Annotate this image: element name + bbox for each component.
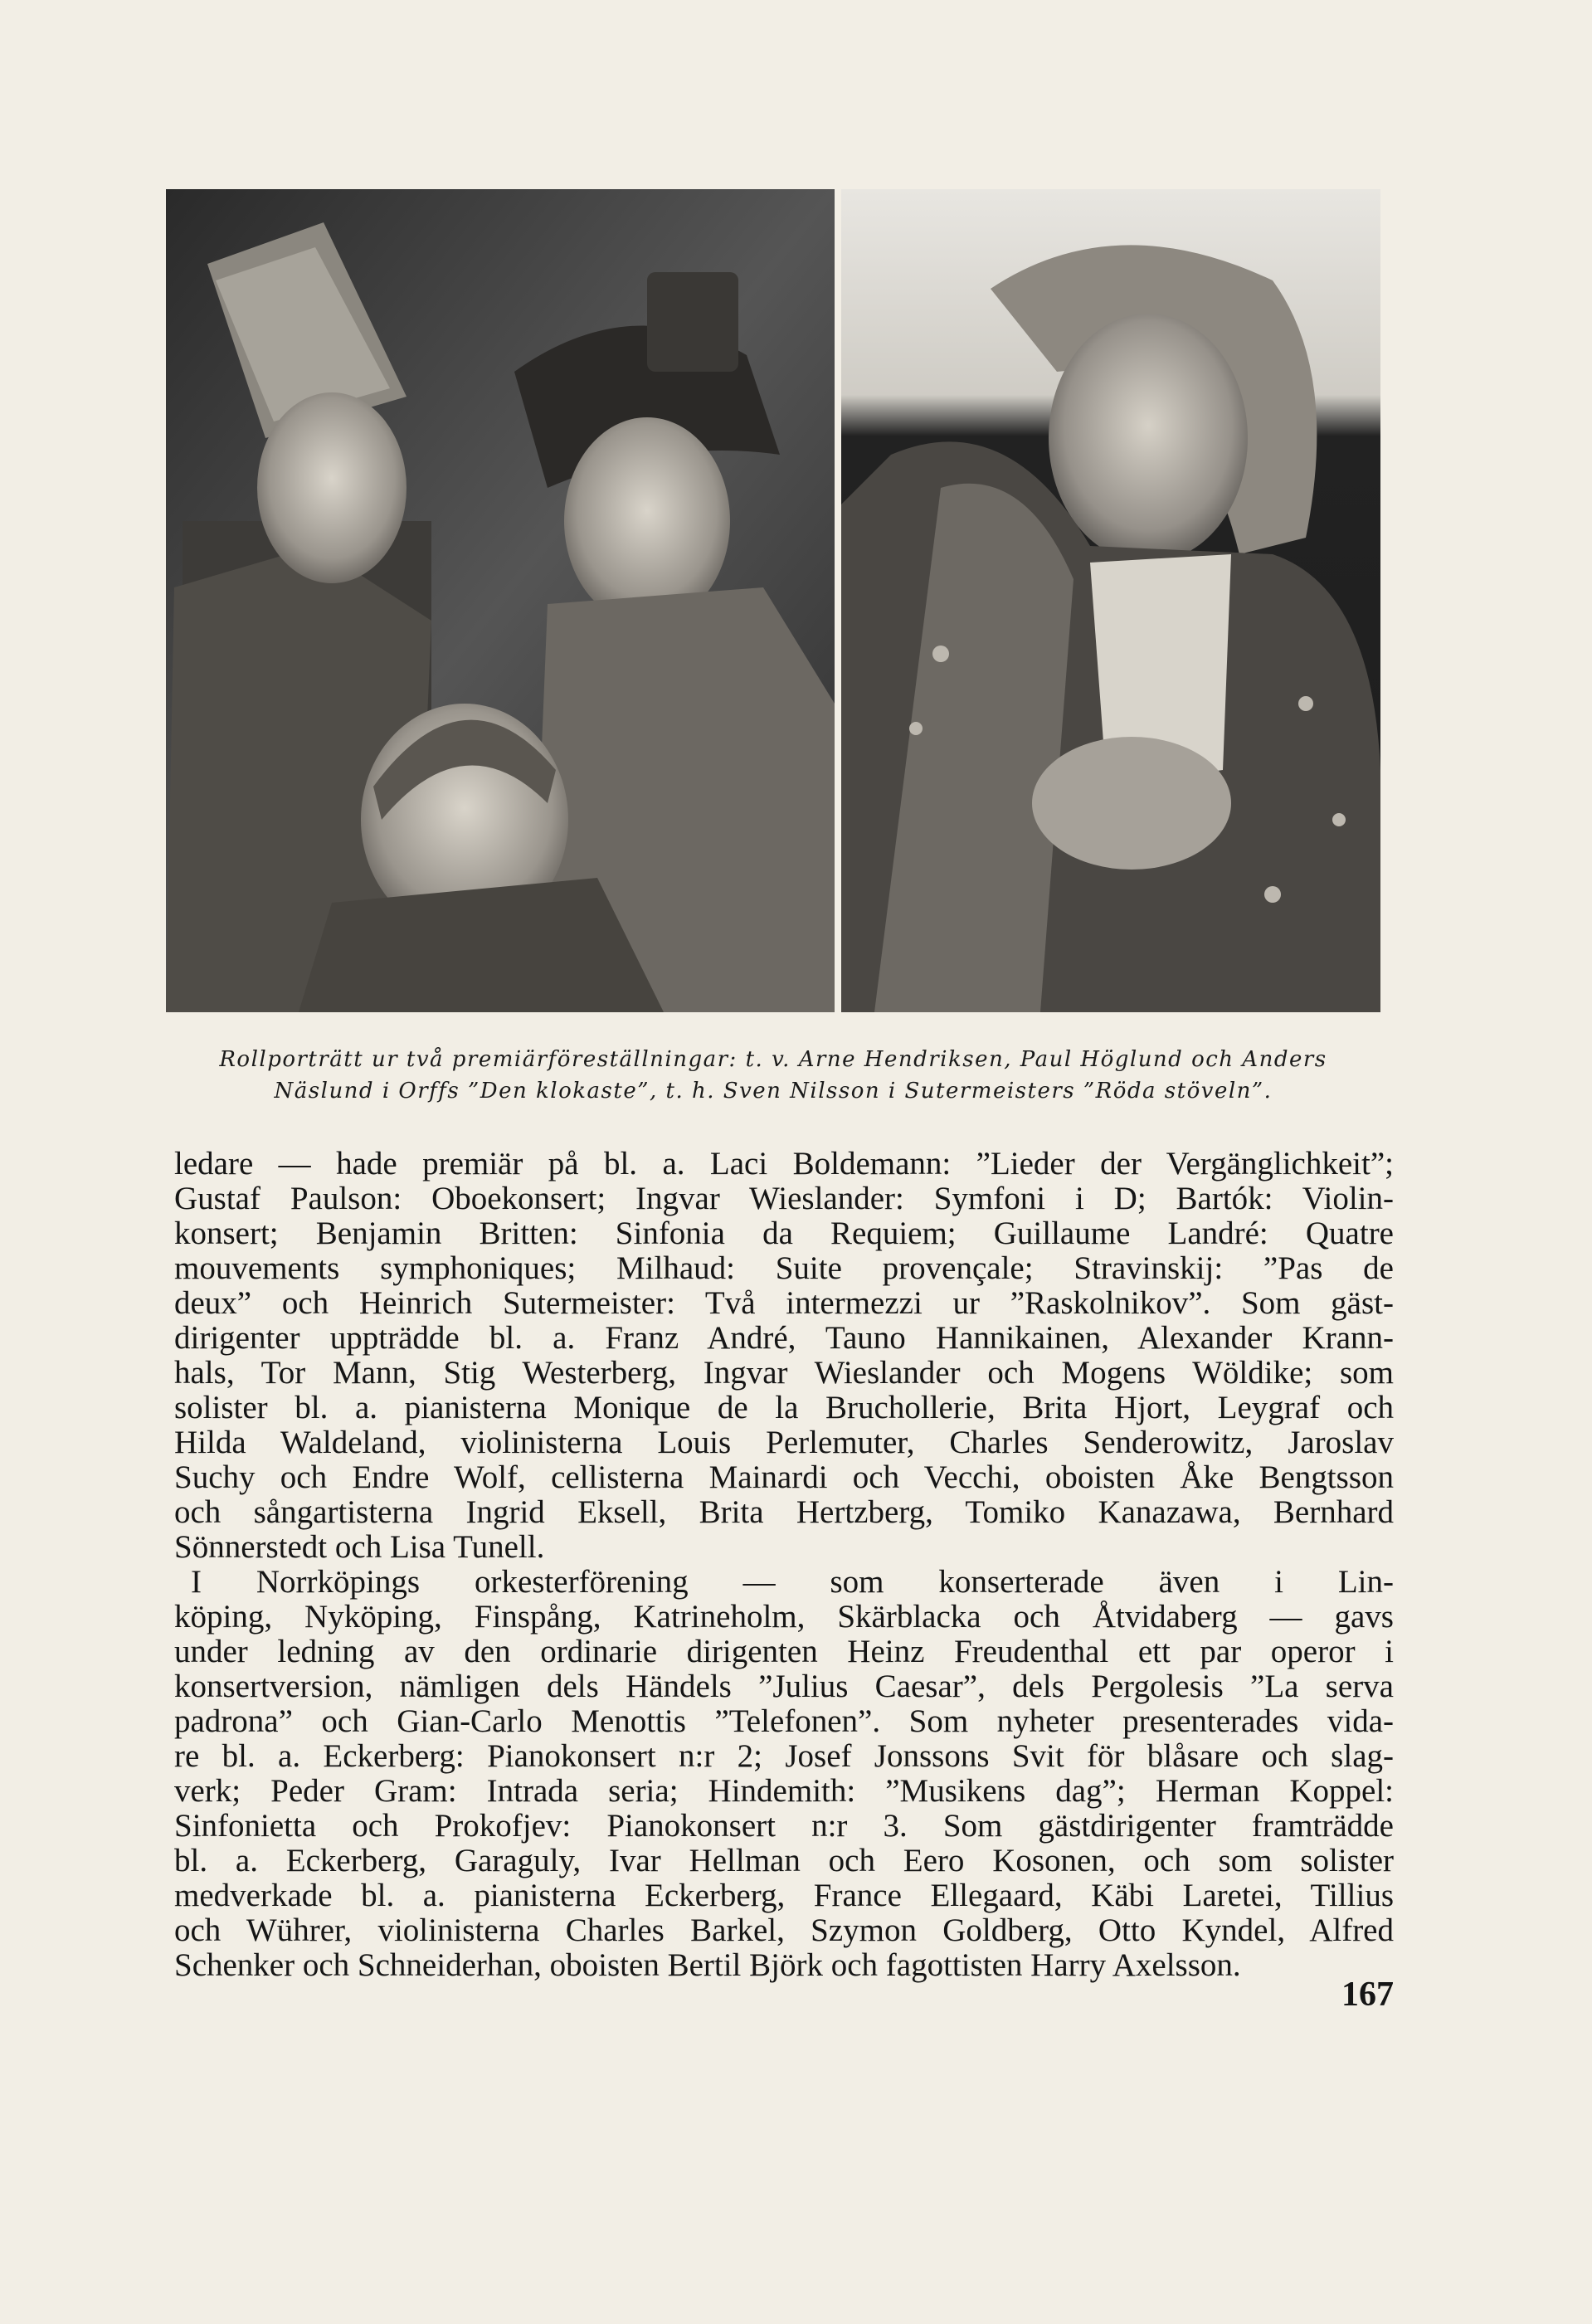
text-line: under ledning av den ordinarie dirigenten Heinz Freudenthal ett par operor i (174, 1634, 1394, 1669)
text-line: hals, Tor Mann, Stig Westerberg, Ingvar Wieslander och Mogens Wöldike; som (174, 1355, 1394, 1391)
text-line: padrona” och Gian-Carlo Menottis ”Telefonen”. Som nyheter presenterades vida- (174, 1703, 1394, 1739)
text-line: Hilda Waldeland, violinisterna Louis Perlemuter, Charles Senderowitz, Jaroslav (174, 1425, 1394, 1460)
text-line: och Wührer, violinisterna Charles Barkel, Szymon Goldberg, Otto Kyndel, Alfred (174, 1912, 1394, 1948)
text-line: re bl. a. Eckerberg: Pianokonsert n:r 2; Josef Jonssons Svit för blåsare och slag- (174, 1738, 1394, 1774)
text-line: Gustaf Paulson: Oboekonsert; Ingvar Wieslander: Symfoni i D; Bartók: Violin- (174, 1181, 1394, 1216)
caption-line: Näslund i Orffs ”Den klokaste”, t. h. Sven Nilsson i Sutermeisters ”Röda stöveln”. (274, 1079, 1273, 1104)
photo-single-performer-image (841, 189, 1380, 1012)
photo-three-performers-image (166, 189, 835, 1012)
text-line: Sönnerstedt och Lisa Tunell. (174, 1529, 545, 1565)
text-line: solister bl. a. pianisterna Monique de la Bruchollerie, Brita Hjort, Leygraf och (174, 1390, 1394, 1425)
text-line: deux” och Heinrich Sutermeister: Två intermezzi ur ”Raskolnikov”. Som gäst- (174, 1285, 1394, 1321)
text-line: konsertversion, nämligen dels Händels ”Julius Caesar”, dels Pergolesis ”La serva (174, 1669, 1394, 1704)
text-line: köping, Nyköping, Finspång, Katrineholm, Skärblacka och Åtvidaberg — gavs (174, 1599, 1394, 1635)
paragraph-1 (174, 1147, 1394, 1565)
paragraph-2 (174, 1565, 1394, 1983)
text-line: dirigenter uppträdde bl. a. Franz André, Tauno Hannikainen, Alexander Krann- (174, 1320, 1394, 1356)
text-line: bl. a. Eckerberg, Garaguly, Ivar Hellman och Eero Kosonen, och som solister (174, 1843, 1394, 1878)
text-line: Suchy och Endre Wolf, cellisterna Mainardi och Vecchi, oboisten Åke Bengtsson (174, 1459, 1394, 1495)
text-line: och sångartisterna Ingrid Eksell, Brita Hertzberg, Tomiko Kanazawa, Bernhard (174, 1494, 1394, 1530)
text-line: Sinfonietta och Prokofjev: Pianokonsert n:r 3. Som gästdirigenter framträdde (174, 1808, 1394, 1844)
text-line: medverkade bl. a. pianisterna Eckerberg, France Ellegaard, Käbi Laretei, Tillius (174, 1878, 1394, 1913)
caption-line: Rollporträtt ur två premiärföreställningar: t. v. Arne Hendriksen, Paul Höglund och Anders (219, 1047, 1327, 1072)
text-line: Schenker och Schneiderhan, oboisten Bertil Björk och fagottisten Harry Axelsson. (174, 1947, 1241, 1983)
text-line: I Norrköpings orkesterförening — som konserterade även i Lin- (191, 1564, 1394, 1600)
text-line: mouvements symphoniques; Milhaud: Suite provençale; Stravinskij: ”Pas de (174, 1250, 1394, 1286)
photo-three-performers (166, 189, 835, 1012)
figure-caption (133, 1044, 1414, 1107)
text-line: verk; Peder Gram: Intrada seria; Hindemith: ”Musikens dag”; Herman Koppel: (174, 1773, 1394, 1809)
text-line: ledare — hade premiär på bl. a. Laci Boldemann: ”Lieder der Vergänglichkeit”; (174, 1146, 1394, 1181)
text-line: konsert; Benjamin Britten: Sinfonia da Requiem; Guillaume Landré: Quatre (174, 1216, 1394, 1251)
photo-figure (166, 189, 1380, 1012)
photo-single-performer (841, 189, 1380, 1012)
page-number: 167 (1341, 1976, 1394, 2014)
body-text (174, 1147, 1394, 1983)
